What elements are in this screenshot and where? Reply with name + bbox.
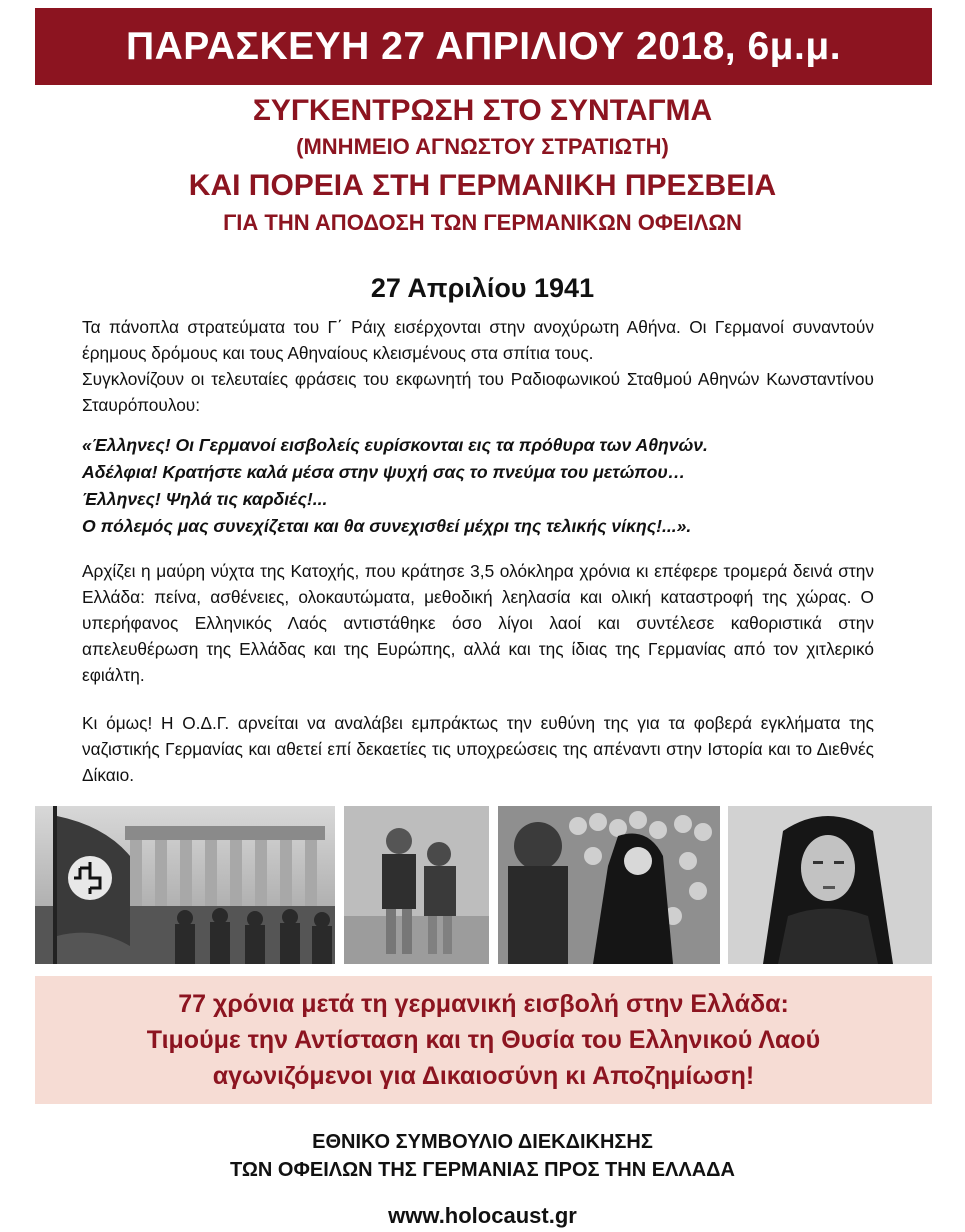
quote-line: Έλληνες! Ψηλά τις καρδιές!... — [82, 489, 328, 509]
photo-acropolis-flag — [35, 806, 335, 964]
quote-line: Ο πόλεμός μας συνεχίζεται και θα συνεχισθεί μέχρι της τελικής νίκης!...». — [82, 516, 692, 536]
date-banner — [35, 8, 932, 85]
article-paragraph-2: Συγκλονίζουν οι τελευταίες φράσεις του εκφωνητή του Ραδιοφωνικού Σταθμού Αθηνών Κωνσταντίνου Σταυρόπουλου: — [82, 369, 874, 415]
slogan-line: Τιμούμε την Αντίσταση και τη Θυσία του Ελληνικού Λαού — [146, 1026, 821, 1054]
photo-strip — [35, 806, 932, 964]
article-paragraph-1: Τα πάνοπλα στρατεύματα του Γ΄ Ράιχ εισέρχονται στην ανοχύρωτη Αθήνα. Οι Γερμανοί συναντούν έρημους δρόμους και τους Αθηναίους κλεισμένους στα σπίτια τους. — [82, 317, 874, 363]
slogan-box — [35, 976, 932, 1104]
quote-line: Αδέλφια! Κρατήστε καλά μέσα στην ψυχή σας το πνεύμα του μετώπου… — [82, 462, 686, 482]
banner-text: ΠΑΡΑΣΚΕΥΗ 27 ΑΠΡΙΛΙΟΥ 2018, 6μ.μ. — [125, 24, 842, 68]
headline-purpose: ΓΙΑ ΤΗΝ ΑΠΟΔΟΣΗ ΤΩΝ ΓΕΡΜΑΝΙΚΩΝ ΟΦΕΙΛΩΝ — [223, 210, 742, 235]
photo-children — [344, 806, 489, 964]
article-paragraph-3: Αρχίζει η μαύρη νύχτα της Κατοχής, που κράτησε 3,5 ολόκληρα χρόνια κι επέφερε τρομερά δεινά στην Ελλάδα: πείνα, ασθένειες, ολοκαυτώματα, μεθοδική λεηλασία και ολική καταστροφή της χώρας. Ο υπερήφανος Ελληνικός Λαός αντιστάθηκε όσο λίγοι λαοί και συντέλεσε καθοριστικά στην απελευθέρωση της Ελλάδας και της Ευρώπης, αλλά και της ίδιας της Γερμανίας από τον χιτλερικό εφιάλτη. — [82, 561, 874, 685]
slogan-line: αγωνιζόμενοι για Δικαιοσύνη κι Αποζημίωση! — [212, 1062, 755, 1090]
photo-mourning-woman — [728, 806, 932, 964]
headline-monument: (ΜΝΗΜΕΙΟ ΑΓΝΩΣΤΟΥ ΣΤΡΑΤΙΩΤΗ) — [296, 134, 669, 159]
organization-name — [0, 1128, 965, 1184]
article-date-title: 27 Απριλίου 1941 — [370, 273, 595, 303]
article-paragraph-4: Κι όμως! Η Ο.Δ.Γ. αρνείται να αναλάβει εμπράκτως την ευθύνη της για τα φοβερά εγκλήματα της ναζιστικής Γερμανίας και αθετεί επί δεκαετίες τις υποχρεώσεις της απέναντι στην Ιστορία και το Διεθνές Δίκαιο. — [82, 713, 874, 785]
website-link[interactable]: www.holocaust.gr — [388, 1203, 577, 1228]
headline-march: ΚΑΙ ΠΟΡΕΙΑ ΣΤΗ ΓΕΡΜΑΝΙΚΗ ΠΡΕΣΒΕΙΑ — [188, 169, 777, 202]
headline-rally: ΣΥΓΚΕΝΤΡΩΣΗ ΣΤΟ ΣΥΝΤΑΓΜΑ — [252, 94, 713, 127]
radio-quote — [82, 432, 874, 540]
quote-line: «Έλληνες! Οι Γερμανοί εισβολείς ευρίσκονται εις τα πρόθυρα των Αθηνών. — [82, 435, 708, 455]
photo-crowd-woman — [498, 806, 720, 964]
organization-line: ΤΩΝ ΟΦΕΙΛΩΝ ΤΗΣ ΓΕΡΜΑΝΙΑΣ ΠΡΟΣ ΤΗΝ ΕΛΛΑΔΑ — [230, 1159, 735, 1181]
slogan-line: 77 χρόνια μετά τη γερμανική εισβολή στην Ελλάδα: — [178, 990, 789, 1018]
organization-line: ΕΘΝΙΚΟ ΣΥΜΒΟΥΛΙΟ ΔΙΕΚΔΙΚΗΣΗΣ — [312, 1131, 653, 1153]
